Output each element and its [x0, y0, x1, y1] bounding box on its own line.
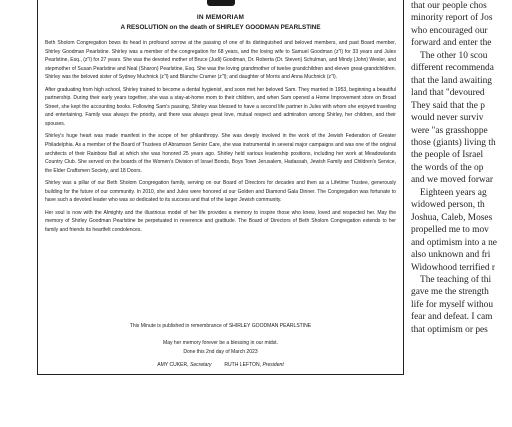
article-line: different recommenda — [411, 63, 494, 74]
article-line: land that "devoured — [411, 88, 485, 99]
paragraph-family: Beth Sholom Congregation bows its head in profound sorrow at the passing of one of its distinguished and beloved members, and past Board member, Shirley Goodman Pearlstine. Shirley was a member of the congregation for 68 years, and the loving wife to Samuel Goodman (z"l) for 33 years and Jules Pearlstine, Esq., (z"l) for 27 years. She was the devoted mother of Bruce (Judi) Goodman, Dr. Roberta (Dr. Steven) Schulman, and Mindy (John) Wexler, and stepmother of Susan Pearlstine and Neal (Sharon) Pearlstine, Esq. She was the loving grandmother of twelve grandchildren and eleven great-grandchildren. Shirley was the beloved sister of Sydney Muchnick (z"l) and Blanche Cramer (z"l); and daughter of Morris and Anna Muchnick (z"l). — [45, 40, 396, 81]
paragraph-life: After graduating from high school, Shirley trained to become a dental hygienist, and soon met her beloved Sam. They married in 1953, beginning a beautiful partnership. During their early years together, she was a stay-at-home mom to their children, and when Sam opened a Home Improvement store on Broad Street, she kept the accounting books. Following Sam's passing, Shirley was blessed to have a second life partner in Jules with whom she enjoyed traveling and entertaining. Family was always the priority, and there was always great love, mutual respect and admiration among Shirley, her children, and their spouses. — [45, 86, 396, 127]
article-line: and optimism into a ne — [411, 237, 497, 248]
article-line: widowed person, th — [411, 200, 485, 211]
article-line: that the land awaiting — [411, 75, 492, 86]
congregation-logo — [207, 0, 235, 6]
adjacent-article-column — [411, 0, 512, 427]
memorial-heading: IN MEMORIAM — [196, 14, 245, 21]
minute-line: This Minute is published in remembrance of SHIRLEY GOODMAN PEARLSTINE — [129, 323, 312, 329]
article-line: Widowhood terrified r — [411, 262, 495, 273]
memorial-notice — [37, 0, 404, 375]
article-line: gave me the strength — [411, 287, 489, 298]
president-name: RUTH LEFTON, — [224, 362, 262, 368]
article-line: Eighteen years ag — [420, 187, 487, 198]
article-line: The other 10 scou — [420, 50, 488, 61]
secretary-name: AMY CUKER, — [157, 362, 189, 368]
article-line: They said that the p — [411, 100, 485, 111]
article-line: were "as grasshoppe — [411, 125, 488, 136]
paragraph-congregation: Shirley was a pillar of our Beth Sholom Congregation family, serving on our Board of Directors for decades and then as a Lifetime Trustee, generously building for the future of our community. In 2010, she and Jules were honored at our Golden and Diamond Gala Dinner. The Congregation was fortunate to have such a devoted leader who was so dedicated to its success and that of the larger Jewish community. — [45, 180, 396, 204]
article-line: propelled me to mov — [411, 225, 489, 236]
article-line: also unknown and fri — [411, 250, 491, 261]
article-line: minority report of Jos — [411, 13, 493, 24]
article-line: that optimism or pes — [411, 324, 488, 335]
president-role: President — [262, 362, 284, 368]
resolution-body — [45, 39, 396, 238]
article-line: forward and enter the — [411, 38, 492, 49]
signatures — [38, 362, 403, 368]
article-line: the words of the op — [411, 162, 484, 173]
resolution-title: A RESOLUTION on the death of SHIRLEY GOODMAN PEARLSTINE — [120, 24, 321, 31]
paragraph-condolences: Her soul is now with the Almighty and the illustrious model of her life provides a memory to inspire those who knew, loved and respected her. May the memory of Shirley Goodman Pearlstine be perpetuated in reverence and gratitude. The Board of Directors of Beth Sholom Congregation extends to her family and friends its heartfelt condolences. — [45, 209, 396, 233]
article-line: those (giants) living th — [411, 137, 496, 148]
date-line: Done this 2nd day of March 2023 — [183, 348, 258, 355]
article-line: The teaching of thi — [420, 274, 492, 285]
paragraph-philanthropy: Shirley's huge heart was made manifest in the scope of her philanthropy. She was deeply involved in the work of the Jewish Federation of Greater Philadelphia. As a member of the Board of Trustees of Abramson Senior Care, she was instrumental in several major campaigns and was one of the original architects of their Rainbow Ball at which she was honored 25 years ago. Shirley held various leadership positions, including her work at Meadowlands Country Club. She served on the boards of the Women's Division of Israel Bonds, Boys Town Jerusalem, Hadassah, Jewish Family and Children's Service, the Elder Craftsmen Society, and 18 Doors. — [45, 133, 396, 174]
article-line: fear and defeat. I cam — [411, 312, 493, 323]
article-line: that our people chos — [411, 1, 487, 11]
secretary-role: Secretary — [189, 362, 212, 368]
article-line: would never surviv — [411, 113, 484, 124]
article-line: life for myself withou — [411, 299, 494, 310]
article-line: and we moved forwar — [411, 175, 493, 186]
closing-block — [38, 339, 403, 357]
article-line: who encouraged our — [411, 25, 488, 36]
article-line: Joshua, Caleb, Moses — [411, 212, 493, 223]
blessing-line: May her memory forever be a blessing in our midst. — [162, 340, 278, 346]
article-line: the people of Israel — [411, 150, 484, 161]
